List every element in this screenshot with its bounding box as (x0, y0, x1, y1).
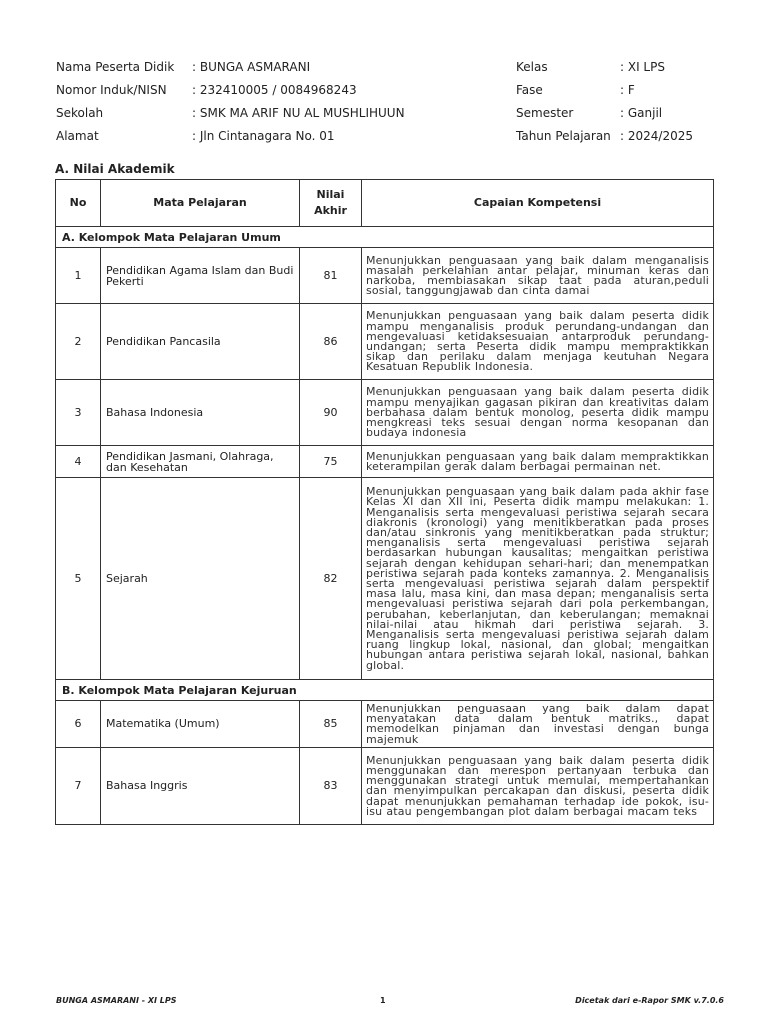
row-competency: Menunjukkan penguasaan yang baik dalam peserta didik mampu menganalisis produk perundang-undangan dan mengevaluasi ketidaksesuaian antarproduk perundang-undangan; serta Peserta didik mampu mempraktikkan sikap dan perilaku dalam menjaga keutuhan Negara Kesatuan Republik Indonesia. (362, 304, 714, 380)
table-row (56, 446, 714, 478)
table-row (56, 478, 714, 680)
row-subject: Pendidikan Agama Islam dan Budi Pekerti (101, 248, 300, 304)
info-value: : Ganjil (620, 106, 663, 120)
table-row (56, 747, 714, 824)
row-score: 82 (300, 478, 362, 680)
row-competency: Menunjukkan penguasaan yang baik dalam dapat menyatakan data dalam bentuk matriks., dapat memodelkan pinjaman dan investasi dengan bunga majemuk (362, 701, 714, 748)
info-label: Tahun Pelajaran (516, 129, 611, 143)
row-subject: Pendidikan Jasmani, Olahraga, dan Kesehatan (101, 446, 300, 478)
row-competency: Menunjukkan penguasaan yang baik dalam mempraktikkan keterampilan gerak dalam berbagai permainan net. (362, 446, 714, 478)
row-no: 3 (56, 380, 101, 446)
header-score-line2: Akhir (314, 204, 347, 217)
row-competency: Menunjukkan penguasaan yang baik dalam peserta didik mampu menyajikan gagasan pikiran dan kreativitas dalam berbahasa dalam bentuk monolog, peserta didik mampu mengkreasi teks sesuai dengan norma kesopanan dan budaya indonesia (362, 380, 714, 446)
table-row (56, 248, 714, 304)
row-subject: Bahasa Inggris (101, 747, 300, 824)
footer-printed-by: Dicetak dari e-Rapor SMK v.7.0.6 (575, 996, 724, 1005)
info-row-semester (516, 102, 693, 125)
header-score (300, 180, 362, 227)
info-value: : 232410005 / 0084968243 (192, 83, 357, 97)
section-title: A. Nilai Akademik (55, 162, 175, 176)
info-label: Alamat (56, 129, 99, 143)
info-label: Semester (516, 106, 574, 120)
row-no: 6 (56, 701, 101, 748)
row-score: 86 (300, 304, 362, 380)
info-value: : 2024/2025 (620, 129, 693, 143)
row-score: 90 (300, 380, 362, 446)
info-row-address (56, 125, 405, 148)
footer-page-number: 1 (380, 996, 386, 1005)
row-no: 4 (56, 446, 101, 478)
table-header-row (56, 180, 714, 227)
header-score-line1: Nilai (316, 188, 345, 201)
row-no: 1 (56, 248, 101, 304)
info-label: Sekolah (56, 106, 104, 120)
student-info-left (56, 56, 405, 148)
row-subject: Sejarah (101, 478, 300, 680)
group-title: B. Kelompok Mata Pelajaran Kejuruan (56, 680, 714, 701)
info-value: : XI LPS (620, 60, 665, 74)
row-subject: Bahasa Indonesia (101, 380, 300, 446)
header-subject: Mata Pelajaran (101, 180, 300, 227)
row-score: 85 (300, 701, 362, 748)
info-value: : BUNGA ASMARANI (192, 60, 311, 74)
row-score: 81 (300, 248, 362, 304)
row-subject: Pendidikan Pancasila (101, 304, 300, 380)
info-row-year (516, 125, 693, 148)
group-title: A. Kelompok Mata Pelajaran Umum (56, 227, 714, 248)
footer-student: BUNGA ASMARANI - XI LPS (56, 996, 177, 1005)
row-subject: Matematika (Umum) (101, 701, 300, 748)
row-no: 7 (56, 747, 101, 824)
info-row-school (56, 102, 405, 125)
row-no: 2 (56, 304, 101, 380)
info-row-name (56, 56, 405, 79)
table-row (56, 701, 714, 748)
row-score: 83 (300, 747, 362, 824)
row-no: 5 (56, 478, 101, 680)
row-competency: Menunjukkan penguasaan yang baik dalam pada akhir fase Kelas XI dan XII ini, Peserta didik mampu melakukan: 1. Menganalisis serta mengevaluasi peristiwa sejarah secara diakronis (kronologi) yang menitikberatkan pada proses dan/atau sinkronis yang menitikberatkan pada struktur; menganalisis serta mengevaluasi peristiwa sejarah berdasarkan hubungan kausalitas; mengaitkan peristiwa sejarah dengan kehidupan sehari-hari; dan menempatkan peristiwa sejarah pada konteks zamannya. 2. Menganalisis serta mengevaluasi peristiwa sejarah dalam perspektif masa lalu, masa kini, dan masa depan; menganalisis serta mengevaluasi peristiwa sejarah dari pola perkembangan, perubahan, keberlanjutan, dan keberulangan; memaknai nilai-nilai atau hikmah dari peristiwa sejarah. 3. Menganalisis serta mengevaluasi peristiwa sejarah dalam ruang lingkup lokal, nasional, dan global; mengaitkan hubungan antara peristiwa sejarah lokal, nasional, bahkan global. (362, 478, 714, 680)
info-value: : SMK MA ARIF NU AL MUSHLIHUUN (192, 106, 405, 120)
table-row (56, 380, 714, 446)
header-no: No (56, 180, 101, 227)
info-row-phase (516, 79, 693, 102)
info-row-nisn (56, 79, 405, 102)
info-label: Nomor Induk/NISN (56, 83, 167, 97)
group-row (56, 227, 714, 248)
table-row (56, 304, 714, 380)
row-competency: Menunjukkan penguasaan yang baik dalam peserta didik menggunakan dan merespon pertanyaan terbuka dan menggunakan strategi untuk memulai, mempertahankan dan menyimpulkan percakapan dan diskusi, peserta didik dapat menunjukkan pemahaman terhadap ide pokok, isu-isu atau pengembangan plot dalam berbagai macam teks (362, 747, 714, 824)
grades-table (55, 179, 714, 825)
info-label: Fase (516, 83, 543, 97)
info-label: Nama Peserta Didik (56, 60, 175, 74)
info-label: Kelas (516, 60, 548, 74)
header-competency: Capaian Kompetensi (362, 180, 714, 227)
student-info-right (516, 56, 693, 148)
info-row-class (516, 56, 693, 79)
row-score: 75 (300, 446, 362, 478)
row-competency: Menunjukkan penguasaan yang baik dalam menganalisis masalah perkelahian antar pelajar, minuman keras dan narkoba, membiasakan sikap taat pada aturan,peduli sosial, tanggungjawab dan cinta damai (362, 248, 714, 304)
info-value: : Jln Cintanagara No. 01 (192, 129, 335, 143)
info-value: : F (620, 83, 635, 97)
group-row (56, 680, 714, 701)
